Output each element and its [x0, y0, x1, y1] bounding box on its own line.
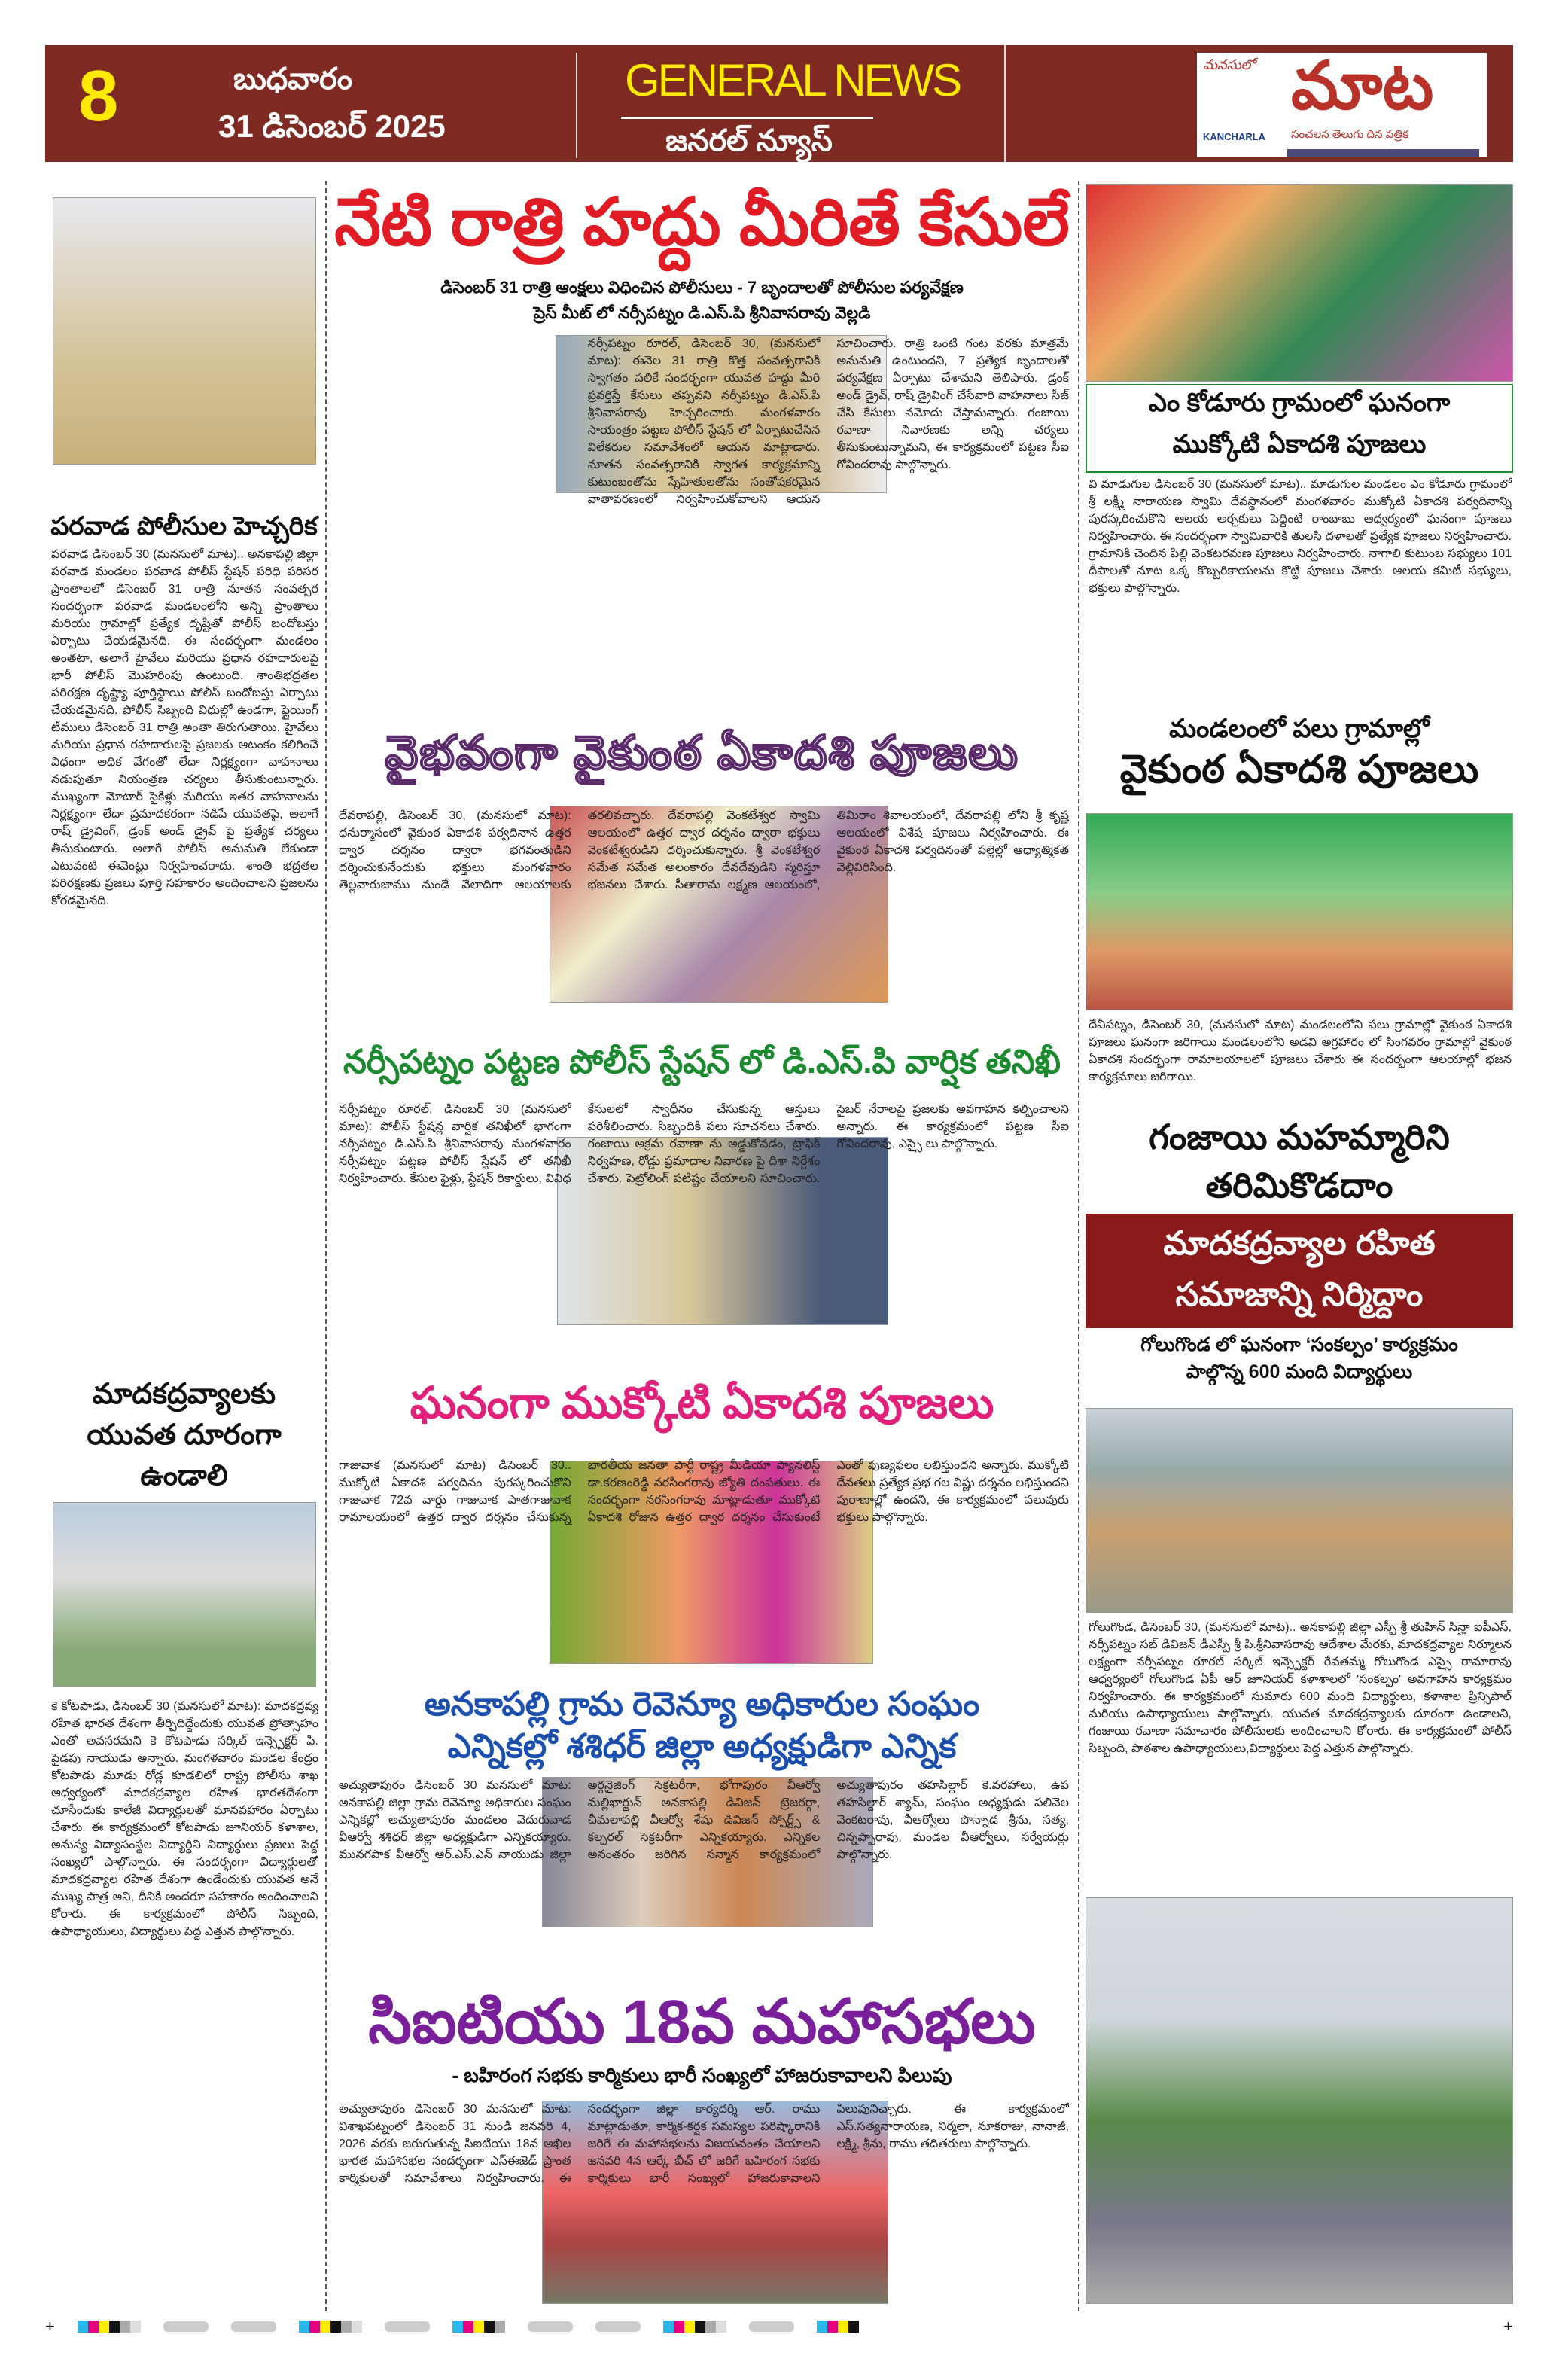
issue-date: 31 డిసెంబర్ 2025	[218, 108, 446, 144]
gray-bar	[163, 2321, 209, 2332]
body-text: దేవరాపల్లి, డిసెంబర్ 30, (మనసులో మాట): ధనుర్మాసంలో వైకుంఠ ఏకాదశి పర్వదినాన ఉత్తర ద్వార దర్శనం ద్వారా భగవంతుడిని దర్శించుకునేందుకు భక్తులు మంగళవారం తెల్లవారుజాము నుండే వేలాదిగా ఆలయాలకు తరలివచ్చారు. దేవరాపల్లి వెంకటేశ్వర స్వామి ఆలయంలో ఉత్తర ద్వార దర్శనం ద్వారా భక్తులు వెంకటేశ్వరుడిని దర్శించుకున్నారు. శ్రీ వెంకటేశ్వర సమేత సమేత అలంకారం దేవదేవుడిని స్మరిస్తూ భజనలు చేశారు. సీతారామ లక్ష్మణ ఆలయంలో, తిమిరాం శివాలయంలో, దేవరాపల్లి లోని శ్రీ కృష్ణ ఆలయంలో విశేష పూజలు నిర్వహించారు. ఈ వైకుంఠ ఏకాదశి పర్వదినంతో పల్లెల్లో ఆధ్యాత్మికత వెల్లివిరిసింది.	[339, 809, 1069, 891]
crosshair-icon: +	[1503, 2317, 1513, 2336]
column-rule	[1078, 181, 1079, 2311]
headline-vro-association: అనకాపల్లి గ్రామ రెవెన్యూ అధికారుల సంఘం	[424, 1686, 980, 1723]
gray-bar	[528, 2321, 573, 2332]
gray-bar	[595, 2321, 641, 2332]
color-bar	[663, 2321, 726, 2333]
weekday: బుధవారం	[233, 62, 352, 96]
banner-drug-free: మాదకద్రవ్యాల రహిత సమాజాన్ని నిర్మిద్దాం	[1086, 1214, 1513, 1328]
article-body-golugonda: గోలుగొండ, డిసెంబర్ 30, (మనసులో మాట).. అనకాపల్లి జిల్లా ఎస్పీ శ్రీ తుహిన్ సిన్హా ఐపీఎస్, నర్సీపట్నం సబ్ డివిజన్ డీఎస్పీ శ్రీ పి.శ్రీనివాసరావు ఆదేశాల మేరకు, మాదకద్రవ్యాల నిర్మూలన లక్ష్యంగా నర్సీపట్నం రూరల్ సర్కిల్ ఇన్స్పెక్టర్ రేవతమ్మ గోలుగొండ ఎస్సై రామారావు ఆధ్వర్యంలో గోలుగొండ ఏపీ ఆర్ జూనియర్ కళాశాలలో 'సంకల్పం' అవగాహన కార్యక్రమం నిర్వహించారు. ఈ కార్యక్రమంలో సుమారు 600 మంది విద్యార్థులు, కళాశాల ప్రిన్సిపాల్ మరియు ఉపాధ్యాయులు పాల్గొన్నారు. యువత మాదకద్రవ్యాలకు దూరంగా ఉండాలని, గంజాయి రవాణా సమాచారం పోలీసులకు అందించాలని కోరారు. ఈ కార్యక్రమంలో పోలీస్ సిబ్బంది, పాఠశాల ఉపాధ్యాయులు,విద్యార్థులు పెద్ద ఎత్తున పాల్గొన్నారు.	[1089, 1621, 1512, 1755]
lead-subheadline-2: ప్రెస్ మీట్ లో నర్సీపట్నం డి.ఎస్.పి శ్రీనివాసరావు వెల్లడి	[533, 303, 871, 322]
section-title-te: జనరల్ న్యూస్	[665, 124, 833, 157]
headline-vaikuntha-right: వైకుంఠ ఏకాదశి పూజలు	[1119, 748, 1479, 791]
rally-photo	[53, 1502, 316, 1687]
color-bar	[817, 2321, 859, 2333]
article-body-devipatnam: దేవీపట్నం, డిసెంబర్ 30, (మనసులో మాట) మండలంలోని పలు గ్రామాల్లో వైకుంఠ ఏకాదశి పూజలు ఘనంగా జరిగాయి మండలంలోని అడవి అగ్రహారం లో సింగవరం గ్రామాల్లో వైకుంఠ ఏకాదశి సందర్భంగా రామాలయాలలో పూజలు చేశారు ఈ సందర్భంగా ఆలయాల్లో భజన కార్యక్రమాలు జరిగాయి.	[1089, 1019, 1512, 1083]
color-bar	[452, 2321, 505, 2333]
lead-subheadline-1: డిసెంబర్ 31 రాత్రి ఆంక్షలు విధించిన పోలీసులు - 7 బృందాలతో పోలీసుల పర్యవేక్షణ	[440, 278, 964, 297]
headline-drugs-youth: మాదకద్రవ్యాలకు యువత దూరంగా ఉండాలి	[87, 1379, 282, 1492]
puja-photo	[1086, 813, 1513, 1010]
headline-mukkoti: ఘనంగా ముక్కోటి ఏకాదశి పూజలు	[410, 1379, 994, 1428]
section-title-en: GENERAL NEWS	[625, 55, 961, 105]
divider	[621, 117, 873, 119]
article-body-citu	[339, 2101, 1069, 2308]
subheadline-citu: - బహిరంగ సభకు కార్మికులు భారీ సంఖ్యలో హాజరుకావాలని పిలుపు	[452, 2064, 952, 2086]
headline-golugonda: గోలుగొండ లో ఘనంగా ‘సంకల్పం’ కార్యక్రమం	[1140, 1334, 1458, 1355]
headline-golugonda-2: పాల్గొన్న 600 మంది విద్యార్థులు	[1186, 1361, 1413, 1382]
headline-paravada: పరవాడ పోలీసుల హెచ్చరిక	[50, 512, 318, 541]
logo-bar	[1287, 149, 1479, 157]
students-assembly-photo	[1086, 1408, 1513, 1613]
page-number: 8	[78, 56, 119, 136]
headline-citu: సిఐటియు 18వ మహాసభలు	[368, 1988, 1036, 2056]
body-text: నర్సీపట్నం రూరల్, డిసెంబర్ 30 (మనసులో మాట): పోలీస్ స్టేషన్ల వార్షిక తనిఖీలో భాగంగా నర్సీపట్నం డి.ఎస్.పి శ్రీనివాసరావు మంగళవారం నర్సీపట్నం పట్టణ పోలీస్ స్టేషన్ లో తనిఖీ నిర్వహించారు. కేసుల ఫైళ్లు, స్టేషన్ రికార్డులు, వివిధ కేసులలో స్వాధీనం చేసుకున్న ఆస్తులు పరిశీలించారు. సిబ్బందికి పలు సూచనలు చేశారు. గంజాయి అక్రమ రవాణా ను అడ్డుకోవడం, ట్రాఫిక్ నిర్వహణ, రోడ్డు ప్రమాదాల నివారణ పై దిశా నిర్దేశం చేశారు. పెట్రోలింగ్ పటిష్టం చేయాలని సూచించారు. సైబర్ నేరాలపై ప్రజలకు అవగాహన కల్పించాలని అన్నారు. ఈ కార్యక్రమంలో పట్టణ సీఐ గోవిందరావు, ఎస్సై లు పాల్గొన్నారు.	[339, 1103, 1069, 1185]
headline-dsp-inspection: నర్సీపట్నం పట్టణ పోలీస్ స్టేషన్ లో డి.ఎస్.పి వార్షిక తనిఖీ	[343, 1044, 1061, 1080]
kicker-mandal: మండలంలో పలు గ్రామాల్లో	[1169, 715, 1430, 743]
article-body-vaikuntha	[339, 807, 1069, 1041]
lead-article-body	[339, 335, 1069, 719]
police-officer-photo	[53, 197, 316, 465]
article-body-paravada: పరవాడ డిసెంబర్ 30 (మనసులో మాట).. అనకాపల్లి జిల్లా పరవాడ మండలం పరవాడ పోలీస్ స్టేషన్ పరిధి పరిసర ప్రాంతాలలో డిసెంబర్ 31 రాత్రి నూతన సంవత్సర సందర్భంగా పరవాడ మండలంలోని అన్ని ప్రాంతాలు మరియు గ్రామాల్లో ప్రత్యేక దృష్టితో పోలీస్ బందోబస్తు ఏర్పాటు చేయడమైనది. ఈ సందర్భంగా మండలం అంతటా, అలాగే హైవేలు మరియు ప్రధాన రహదారులపై భారీ పోలీస్ మొహరింపు ఉంటుంది. శాంతిభద్రతల పరిరక్షణ దృష్ట్యా పూర్తిస్థాయి పోలీస్ బందోబస్తు ఏర్పాటు చేయడమైనది. పోలీస్ సిబ్బంది విధుల్లో ఉండగా, ఫ్లైయింగ్ టీములు డిసెంబర్ 31 రాత్రి అంతా తిరుగుతాయి. హైవేలు మరియు ప్రధాన రహదారులపై ప్రజలకు ఆటంకం కలిగించే విధంగా అధిక వేగంతో లేదా నిర్లక్ష్యంగా వాహనాలు నడుపుతూ నియంత్రణ చర్యలు తీసుకుంటున్నారు. ముఖ్యంగా మోటార్ సైకిళ్లు మరియు ఇతర వాహనాలను నిర్లక్ష్యంగా లేదా ప్రమాదకరంగా నడిపే యువతపై, అలాగే రాష్ డ్రైవింగ్, డ్రంక్ అండ్ డ్రైవ్ పై ప్రత్యేక చర్యలు తీసుకుంటారు. అలాగే పోలీస్ అనుమతి లేకుండా ఎటువంటి ఈవెంట్లు నిర్వహించరాదు. శాంతి భద్రతల పరిరక్షణకు ప్రజలు పూర్తి సహకారం అందించాలని ప్రజలను కోరడమైనది.	[51, 548, 318, 907]
headline-m-koduru: ఎం కోడూరు గ్రామంలో ఘనంగా	[1148, 389, 1451, 417]
banner-ganja: గంజాయి మహమ్మారిని తరిమికొడదాం	[1149, 1117, 1450, 1205]
article-body-dsp-inspection	[339, 1101, 1069, 1364]
logo-brand: KANCHARLA	[1203, 131, 1266, 142]
lead-body-text: నర్సీపట్నం రూరల్, డిసెంబర్ 30, (మనసులో మాట): ఈనెల 31 రాత్రి కొత్త సంవత్సరానికి స్వాగతం పలికే సందర్భంగా యువత హద్దు మీరి ప్రవర్తిస్తే కేసులు తప్పవని నర్సీపట్నం డి.ఎస్.పి శ్రీనివాసరావు హెచ్చరించారు. మంగళవారం సాయంత్రం పట్టణ పోలీస్ స్టేషన్ లో ఏర్పాటుచేసిన విలేకరుల సమావేశంలో ఆయన మాట్లాడారు. నూతన సంవత్సరానికి స్వాగత కార్యక్రమాన్ని కుటుంబంతోను స్నేహితులతోను సంతోషకరమైన వాతావరణంలో నిర్వహించుకోవాలని ఆయన సూచించారు. రాత్రి ఒంటి గంట వరకు మాత్రమే అనుమతి ఉంటుందని, 7 ప్రత్యేక బృందాలతో పర్యవేక్షణ ఏర్పాటు చేశామని తెలిపారు. డ్రంక్ అండ్ డ్రైవ్, రాష్ డ్రైవింగ్ చేసేవారి వాహనాలు సీజ్ చేసి కేసులు నమోదు చేస్తామన్నారు. గంజాయి రవాణా నివారణకు అన్ని చర్యలు తీసుకుంటున్నామని, ఈ కార్యక్రమంలో పట్టణ సీఐ గోవిందరావు పాల్గొన్నారు.	[587, 337, 1069, 506]
lead-headline: నేటి రాత్రి హద్దు మీరితే కేసులే	[334, 184, 1070, 259]
body-text: అచ్యుతాపురం డిసెంబర్ 30 మనసులో మాట: విశాఖపట్నంలో డిసెంబర్ 31 నుండి జనవరి 4, 2026 వరకు జరుగుతున్న సిఐటియు 18వ అఖిల భారత మహాసభల సందర్భంగా ఎస్ఈజెడ్ ప్రాంత కార్మికులతో సమావేశాలు నిర్వహించారు. ఈ సందర్భంగా జిల్లా కార్యదర్శి ఆర్. రాము మాట్లాడుతూ, కార్మిక-కర్షక సమస్యల పరిష్కారానికి జరిగే ఈ మహాసభలను విజయవంతం చేయాలని జనవరి 4న ఆర్కే బీచ్ లో జరిగే బహిరంగ సభకు కార్మికులు భారీ సంఖ్యలో హాజరుకావాలని పిలుపునిచ్చారు. ఈ కార్యక్రమంలో ఎస్.సత్యనారాయణ, నిర్మలా, నూకరాజు, నానాజీ, లక్ష్మి, శ్రీను, రాము తదితరులు పాల్గొన్నారు.	[339, 2103, 1069, 2185]
article-body-vro	[339, 1777, 1069, 1984]
color-bar	[299, 2321, 362, 2333]
awareness-rally-photo	[1086, 1897, 1513, 2304]
gray-bar	[231, 2321, 276, 2332]
headline-m-koduru-2: ముక్కోటి ఏకాదశి పూజలు	[1172, 430, 1427, 459]
article-body-kotapadu: కె కోటపాడు, డిసెంబర్ 30 (మనసులో మాట): మాదకద్రవ్య రహిత భారత దేశంగా తీర్చిదిద్దేందుకు యువత ప్రోత్సాహం ఎంతో అవసరమని కె కోటపాడు సర్కిల్ ఇన్స్పెక్టర్ పి. పైడపు నాయుడు అన్నారు. మంగళవారం మండల కేంద్రం కోటపాడు మూడు రోడ్ల కూడలిలో రాష్ట్ర పోలీసు శాఖ ఆధ్వర్యంలో మాదకద్రవ్యాల రహిత భారతదేశంగా చూసేందుకు కాలేజీ విద్యార్థులతో మానవహారం ఏర్పాటు చేశారు. ఈ కార్యక్రమంలో కోటపాడు జూనియర్ కళాశాల, అనుస్య విద్యాసంస్థల విద్యార్థిని విద్యార్థులు ప్రజలు పెద్ద సంఖ్యలో పాల్గొన్నారు. ఈ సందర్భంగా విద్యార్థులతో మాదకద్రవ్యాల రహిత దేశంగా ఉండేందుకు యువత అనే ముఖ్య పాత్ర అని, దీనికి అందరూ సహకారం అందించాలని కోరారు. ఈ కార్యక్రమంలో పోలీస్ సిబ్బంది, ఉపాధ్యాయులు, విద్యార్థులు పెద్ద ఎత్తున పాల్గొన్నారు.	[51, 1700, 318, 1938]
crosshair-icon: +	[45, 2317, 55, 2336]
print-registration-marks	[45, 2319, 1513, 2334]
body-text: గాజువాక (మనసులో మాట) డిసెంబర్ 30.. ముక్కోటి ఏకాదశి పర్వదినం పురస్కరించుకొని గాజువాక 72వ వార్డు గాజువాక పాతగాజువాక రామాలయంలో ఉత్తర ద్వార దర్శనం చేసుకున్న భారతీయ జనతా పార్టీ రాష్ట్ర మీడియా ప్యానలిస్ట్ డా.కరణంరెడ్డి నరసింగరావు జ్యోతి దంపతులు. ఈ సందర్భంగా నరసింగరావు మాట్లాడుతూ ముక్కోటి ఏకాదశి రోజున ఉత్తర ద్వార దర్శనం చేసుకుంటే ఎంతో పుణ్యఫలం లభిస్తుందని అన్నారు. ముక్కోటి దేవతలు ప్రత్యేక ప్రభ గల విష్ణు దర్శనం లభిస్తుందని పురాణాల్లో ఉందని, ఈ కార్యక్రమంలో పలువురు భక్తులు పాల్గొన్నారు.	[339, 1459, 1069, 1524]
article-body-m-koduru: వి మాడుగుల డిసెంబర్ 30 (మనసులో మాట).. మాడుగుల మండలం ఎం కోడూరు గ్రామంలో శ్రీ లక్ష్మీ నారాయణ స్వామి దేవస్థానంలో మంగళవారం ముక్కోటి ఏకాదశి పర్వదినాన్ని పురస్కరించుకొని ఆలయ అర్చకులు పెద్దింటి రాంబాబు ఆధ్వర్యంలో ఘనంగా పూజలు నిర్వహించారు. ఈ సందర్భంగా స్వామివారికి తులసి దళాలతో ప్రత్యేక పూజలు నిర్వహించారు. గ్రామానికి చెందిన పిల్లి వెంకటరమణ పూజలు నిర్వహించారు. నాగాలి కుటుంబ సభ్యులు 101 దీపాలతో నూట ఒక్క కొబ్బరికాయలను కొట్టి పూజలు చేశారు. ఆలయ కమిటీ సభ్యులు, భక్తులు పాల్గొన్నారు.	[1089, 478, 1512, 595]
temple-festival-photo	[1086, 184, 1513, 382]
body-text: అచ్యుతాపురం డిసెంబర్ 30 మనసులో మాట: అనకాపల్లి జిల్లా గ్రామ రెవెన్యూ అధికారుల సంఘం ఎన్నికల్లో అచ్యుతాపురం మండలం వెదురువాడ వీఆర్వో శశిధర్ జిల్లా అధ్యక్షుడిగా ఎన్నికయ్యారు. మునగపాక వీఆర్వో ఆర్.ఎస్.ఎన్ నాయుడు జిల్లా అర్గనైజింగ్ సెక్రటరీగా, భోగాపురం వీఆర్వో మల్లిఖార్జున్ అనకాపల్లి డివిజన్ ట్రెజరర్గా, చీమలాపల్లి వీఆర్వో శేషు డివిజన్ స్పోర్ట్స్ & కల్చరల్ సెక్రటరీగా ఎన్నికయ్యారు. ఎన్నికల అనంతరం జరిగిన సన్మాన కార్యక్రమంలో అచ్యుతాపురం తహసిల్దార్ కె.వరహాలు, ఉప తహసిల్దార్ శ్యామ్, సంఘం అధ్యక్షుడు పలివెల వెంకటరావు, వీఆర్వోలు పొన్నాడ శ్రీను, సత్య, చిన్నప్పారావు, మండల వీఆర్వోలు, సర్వేయర్లు పాల్గొన్నారు.	[339, 1779, 1069, 1861]
column-rule	[325, 181, 327, 2311]
logo-tagline: సంచలన తెలుగు దిన పత్రిక	[1291, 128, 1408, 141]
divider	[1004, 45, 1006, 162]
logo-prefix: మనసులో	[1203, 57, 1256, 72]
gray-bar	[385, 2321, 430, 2332]
article-body-mukkoti	[339, 1457, 1069, 1683]
newspaper-logo	[1197, 53, 1487, 157]
headline-vaikuntha: వైభవంగా వైకుంఠ ఏకాదశి పూజలు	[385, 727, 1019, 779]
gray-bar	[749, 2321, 794, 2332]
headline-vro-election: ఎన్నికల్లో శశిధర్ జిల్లా అధ్యక్షుడిగా ఎన్నిక	[447, 1728, 957, 1765]
divider	[576, 53, 577, 158]
masthead	[45, 45, 1513, 162]
color-bar	[78, 2321, 141, 2333]
spacer	[339, 335, 571, 508]
logo-name: మాట	[1291, 53, 1434, 123]
